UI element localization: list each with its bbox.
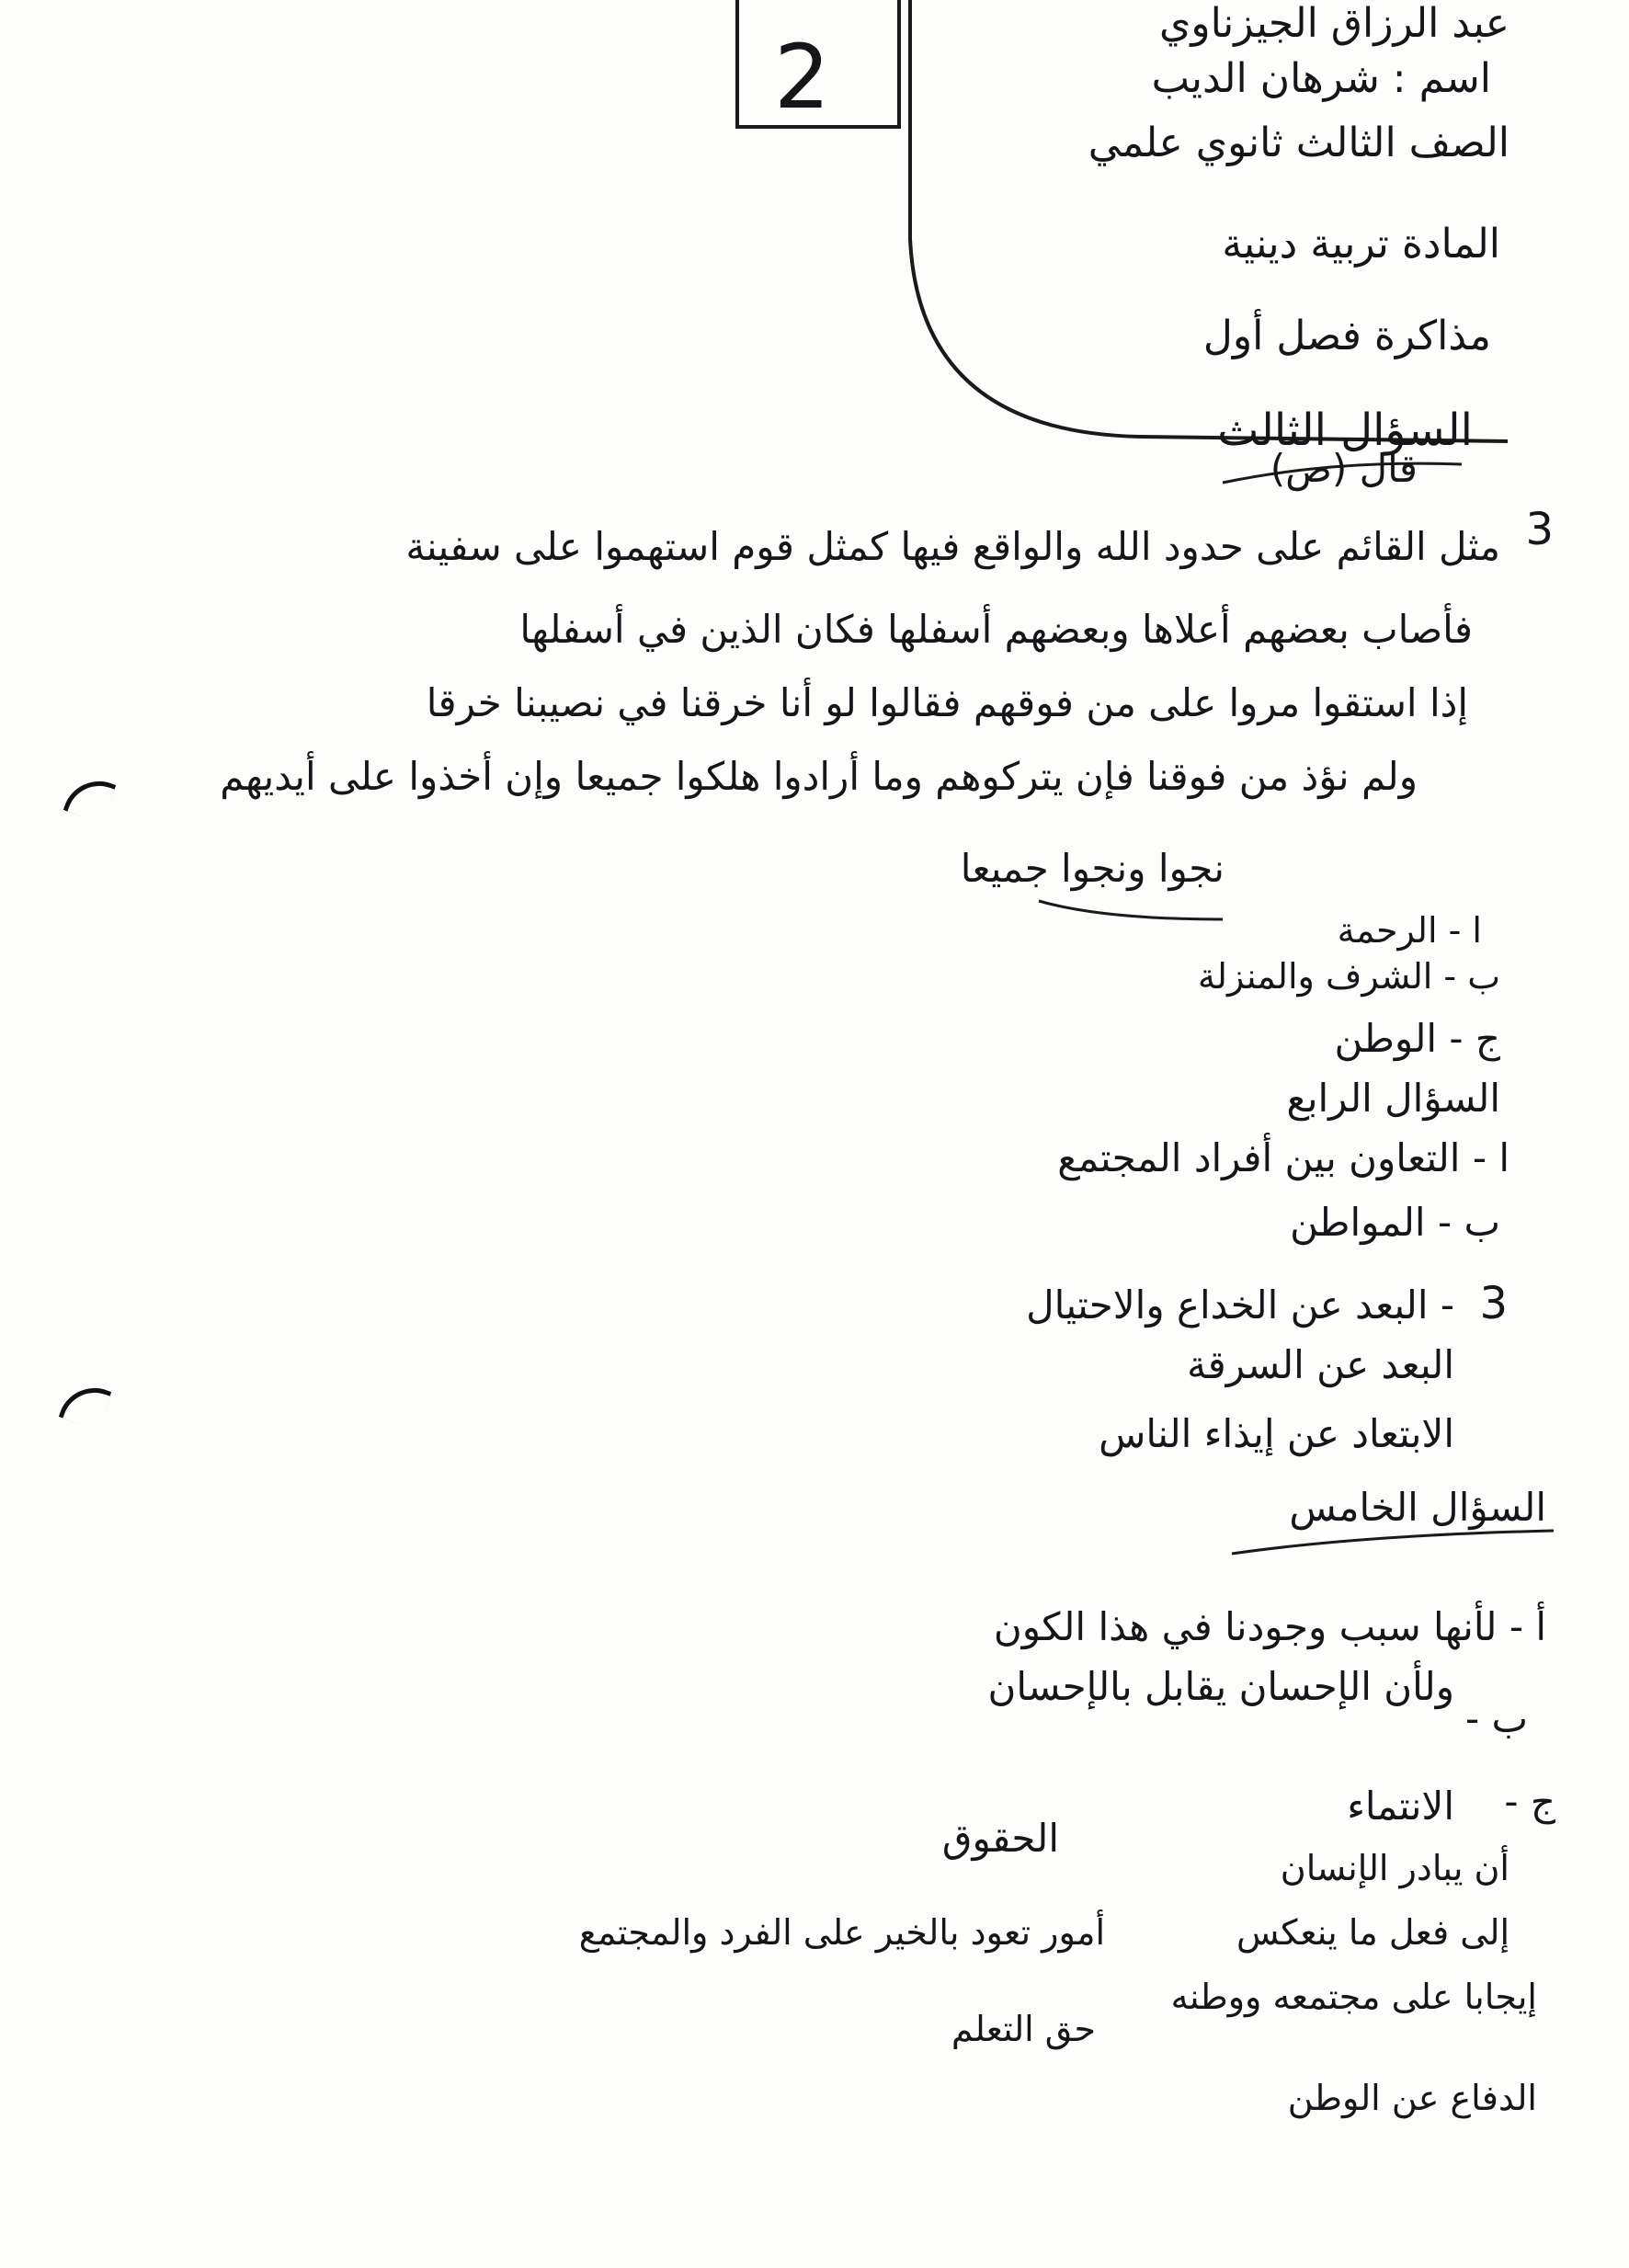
q3-item-c: ج - الوطن: [1334, 1016, 1500, 1061]
q3-line-1: مثل القائم على حدود الله والواقع فيها كمثل قوم استهموا على سفينة: [405, 524, 1500, 569]
q5-b-label: ب -: [1464, 1696, 1528, 1741]
q3-line-4: ولم نؤذ من فوقنا فإن يتركوهم وما أرادوا هلكوا جميعا وإن أخذوا على أيديهم: [220, 754, 1418, 799]
q5-a-line-1: أ - لأنها سبب وجودنا في هذا الكون: [993, 1604, 1546, 1649]
belonging-line-3: إيجابا على مجتمعه ووطنه: [1170, 1977, 1537, 2017]
q4-line-2: البعد عن السرقة: [1187, 1342, 1454, 1387]
q3-line-3: إذا استقوا مروا على من فوقهم فقالوا لو أنا خرقنا في نصيبنا خرقا: [426, 680, 1468, 725]
belonging-line-1: أن يبادر الإنسان: [1280, 1848, 1509, 1888]
q4-line-3: الابتعاد عن إيذاء الناس: [1099, 1411, 1454, 1456]
q3-item-a: ا - الرحمة: [1337, 910, 1482, 951]
q3-line-2: فأصاب بعضهم أعلاها وبعضهم أسفلها فكان الذين في أسفلها: [519, 607, 1473, 652]
q4-number: 3: [1479, 1278, 1509, 1329]
q3-number: 3: [1525, 504, 1555, 555]
duty-line: الدفاع عن الوطن: [1287, 2078, 1537, 2118]
q4-item-b: ب - المواطن: [1290, 1200, 1500, 1245]
q4-line-1: - البعد عن الخداع والاحتيال: [1026, 1282, 1454, 1328]
q5-c-label: ج -: [1504, 1779, 1555, 1824]
header-line-5: مذاكرة فصل أول: [1202, 313, 1491, 359]
underline-q5: [1232, 1531, 1554, 1554]
header-line-2: اسم : شرهان الديب: [1151, 55, 1491, 102]
underline-najaw: [1039, 901, 1223, 919]
q4-item-a: ا - التعاون بين أفراد المجتمع: [1057, 1135, 1509, 1180]
q4-title: السؤال الرابع: [1286, 1076, 1500, 1121]
q3-line-5: نجوا ونجوا جميعا: [960, 846, 1225, 891]
rights-example: حق التعلم: [951, 2009, 1096, 2049]
rights-line: أمور تعود بالخير على الفرد والمجتمع: [578, 1912, 1105, 1953]
page-number: 2: [774, 26, 831, 129]
header-line-3: الصف الثالث ثانوي علمي: [1088, 120, 1509, 166]
q5-title: السؤال الخامس: [1289, 1485, 1546, 1530]
belonging-line-2: إلى فعل ما ينعكس: [1236, 1912, 1509, 1953]
q3-title: السؤال الثالث: [1217, 405, 1473, 456]
rights-heading: الحقوق: [941, 1816, 1059, 1861]
header-line-4: المادة تربية دينية: [1222, 221, 1500, 268]
q5-a-line-2: ولأن الإحسان يقابل بالإحسان: [987, 1664, 1454, 1709]
q3-sub: قال (ص): [1270, 446, 1418, 491]
q3-item-b: ب - الشرف والمنزلة: [1198, 956, 1500, 997]
belonging-heading: الانتماء: [1347, 1784, 1454, 1829]
header-line-1: عبد الرزاق الجيزناوي: [1158, 0, 1509, 47]
